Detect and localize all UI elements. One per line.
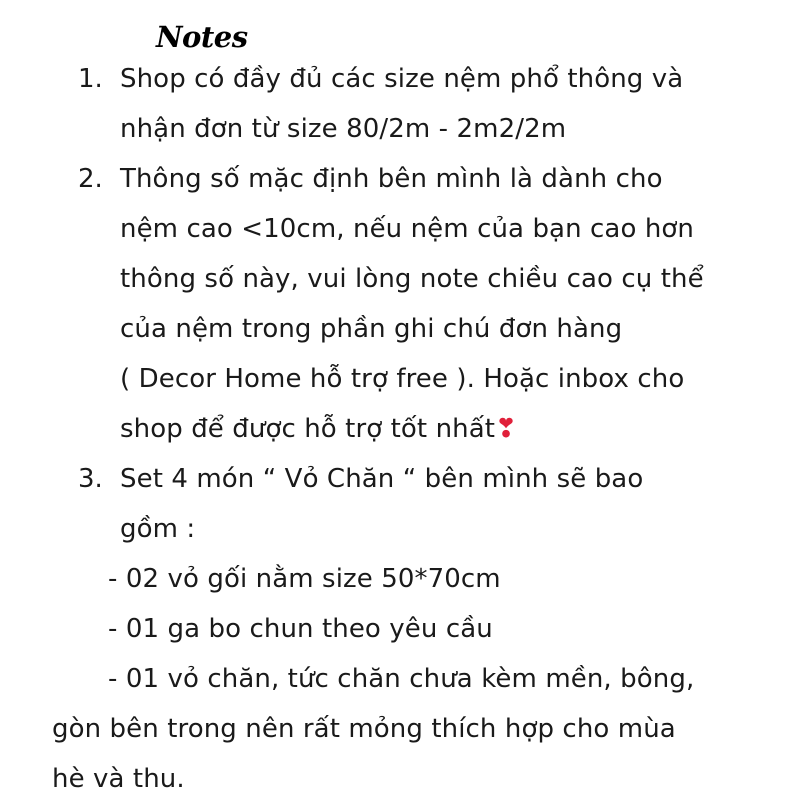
item-3-line-1: Set 4 món “ Vỏ Chăn “ bên mình sẽ bao <box>120 464 644 494</box>
item-2-line-6-text: shop để được hỗ trợ tốt nhất <box>120 414 496 444</box>
item-3-line-2: gồm : <box>120 514 196 544</box>
item-2-line-1: Thông số mặc định bên mình là dành cho <box>120 164 663 194</box>
continuation-line-2: hè và thu. <box>52 764 185 794</box>
item-2-line-5: ( Decor Home hỗ trợ free ). Hoặc inbox cho <box>120 364 685 394</box>
item-1-line-1: Shop có đầy đủ các size nệm phổ thông và <box>120 64 684 94</box>
continuation-line-1: gòn bên trong nên rất mỏng thích hợp cho mùa <box>52 714 676 744</box>
item-number-1: 1. <box>78 64 103 94</box>
item-1-line-2: nhận đơn từ size 80/2m - 2m2/2m <box>120 114 567 144</box>
page-title: Notes <box>156 20 248 54</box>
item-2-line-2: nệm cao <10cm, nếu nệm của bạn cao hơn <box>120 214 694 244</box>
bullet-item-3: - 01 vỏ chăn, tức chăn chưa kèm mền, bông, <box>108 664 695 694</box>
bullet-item-1: - 02 vỏ gối nằm size 50*70cm <box>108 564 501 594</box>
item-number-3: 3. <box>78 464 103 494</box>
item-2-line-4: của nệm trong phần ghi chú đơn hàng <box>120 314 623 344</box>
item-number-2: 2. <box>78 164 103 194</box>
item-2-line-3: thông số này, vui lòng note chiều cao cụ thể <box>120 264 704 294</box>
bullet-item-2: - 01 ga bo chun theo yêu cầu <box>108 614 493 644</box>
heart-exclamation-icon: ❣ <box>495 414 517 444</box>
item-2-line-6 <box>120 414 517 444</box>
